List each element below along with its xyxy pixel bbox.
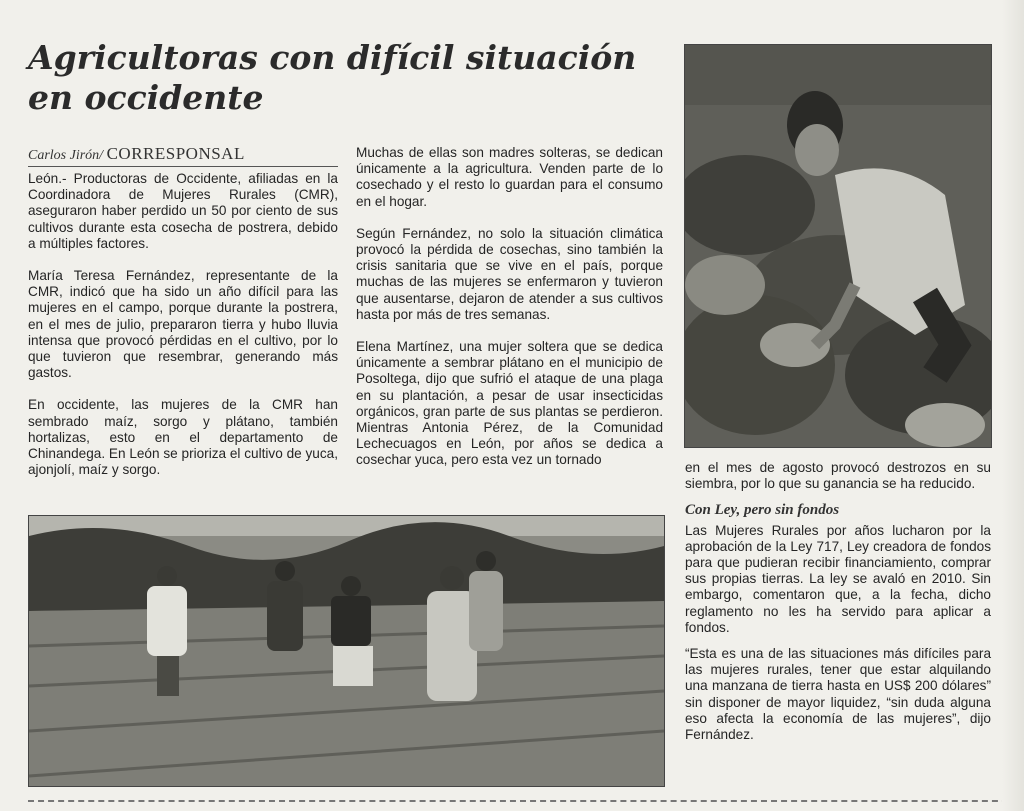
byline-role: CORRESPONSAL	[106, 144, 245, 163]
photo-women-sowing-field	[28, 515, 665, 787]
headline-line-1: Agricultoras con difícil situación	[28, 38, 637, 77]
paragraph: Elena Martínez, una mujer soltera que se dedica únicamente a sembrar plátano en el municipio de Posoltega, dijo que sufrió el ataque de una plaga en su plantación, a pesar de usar insecticidas orgánicos, gran parte de sus plantas se perdieron. Mientras Antonia Pérez, de la Comunidad Lechecuagos en León, por años se dedica a cosechar yuca, pero esta vez un tornado	[356, 339, 663, 468]
byline-author: Carlos Jirón/	[28, 148, 107, 163]
paragraph: Las Mujeres Rurales por años lucharon por la aprobación de la Ley 717, Ley creadora de fondos para que pudieran recibir financiamiento, comprar sus propias tierras. La ley se avaló en 2010. Sin embargo, comentaron que, a la fecha, dicho reglamento no les ha servido para aplicar a fondos.	[685, 522, 991, 635]
paragraph: en el mes de agosto provocó destrozos en su siembra, por lo que su ganancia se ha reducido.	[685, 460, 991, 492]
byline	[28, 144, 245, 164]
article-column-1	[28, 171, 338, 494]
page-edge	[1002, 0, 1024, 811]
headline-line-2: en occidente	[28, 78, 264, 117]
photo-woman-harvesting	[684, 44, 992, 448]
paragraph: “Esta es una de las situaciones más difíciles para las mujeres rurales, tener que estar alquilando una manzana de tierra hasta en US$ 200 dólares” sin disponer de mayor liquidez, “sin duda alguna eso afecta la economía de las mujeres”, dijo Fernández.	[685, 646, 991, 743]
paragraph: León.- Productoras de Occidente, afiliadas en la Coordinadora de Mujeres Rurales (CMR), aseguraron haber perdido un 50 por ciento de sus cultivos durante esta cosecha de postrera, debido a múltiples factores.	[28, 171, 338, 251]
bottom-divider	[28, 800, 1018, 802]
subheading: Con Ley, pero sin fondos	[685, 502, 840, 519]
paragraph: Según Fernández, no solo la situación climática provocó la pérdida de cosechas, sino también la crisis sanitaria que se vive en el país, porque muchas de las mujeres se enfermaron y tuvieron que ausentarse, dejaron de atender a sus cultivos hasta por más de tres semanas.	[356, 225, 663, 322]
paragraph: Muchas de ellas son madres solteras, se dedican únicamente a la agricultura. Venden parte de lo cosechado y el resto lo guardan para el consumo en el hogar.	[356, 145, 663, 209]
paragraph: María Teresa Fernández, representante de la CMR, indicó que ha sido un año difícil para las mujeres en el campo, porque durante la postrera, en el mes de julio, prepararon tierra y hubo lluvia intensa que provocó pérdidas en el cultivo, por lo que tuvieron que resembrar, generando más gastos.	[28, 268, 338, 381]
article-column-3	[685, 460, 991, 753]
photo-women-sowing-field-image	[29, 516, 664, 786]
photo-woman-harvesting-image	[685, 45, 991, 447]
byline-divider	[28, 166, 338, 167]
article-column-2	[356, 145, 663, 485]
headline	[28, 38, 668, 118]
paragraph: En occidente, las mujeres de la CMR han sembrado maíz, sorgo y plátano, también hortalizas, esto en el departamento de Chinandega. En León se prioriza el cultivo de yuca, ajonjolí, maíz y sorgo.	[28, 397, 338, 478]
